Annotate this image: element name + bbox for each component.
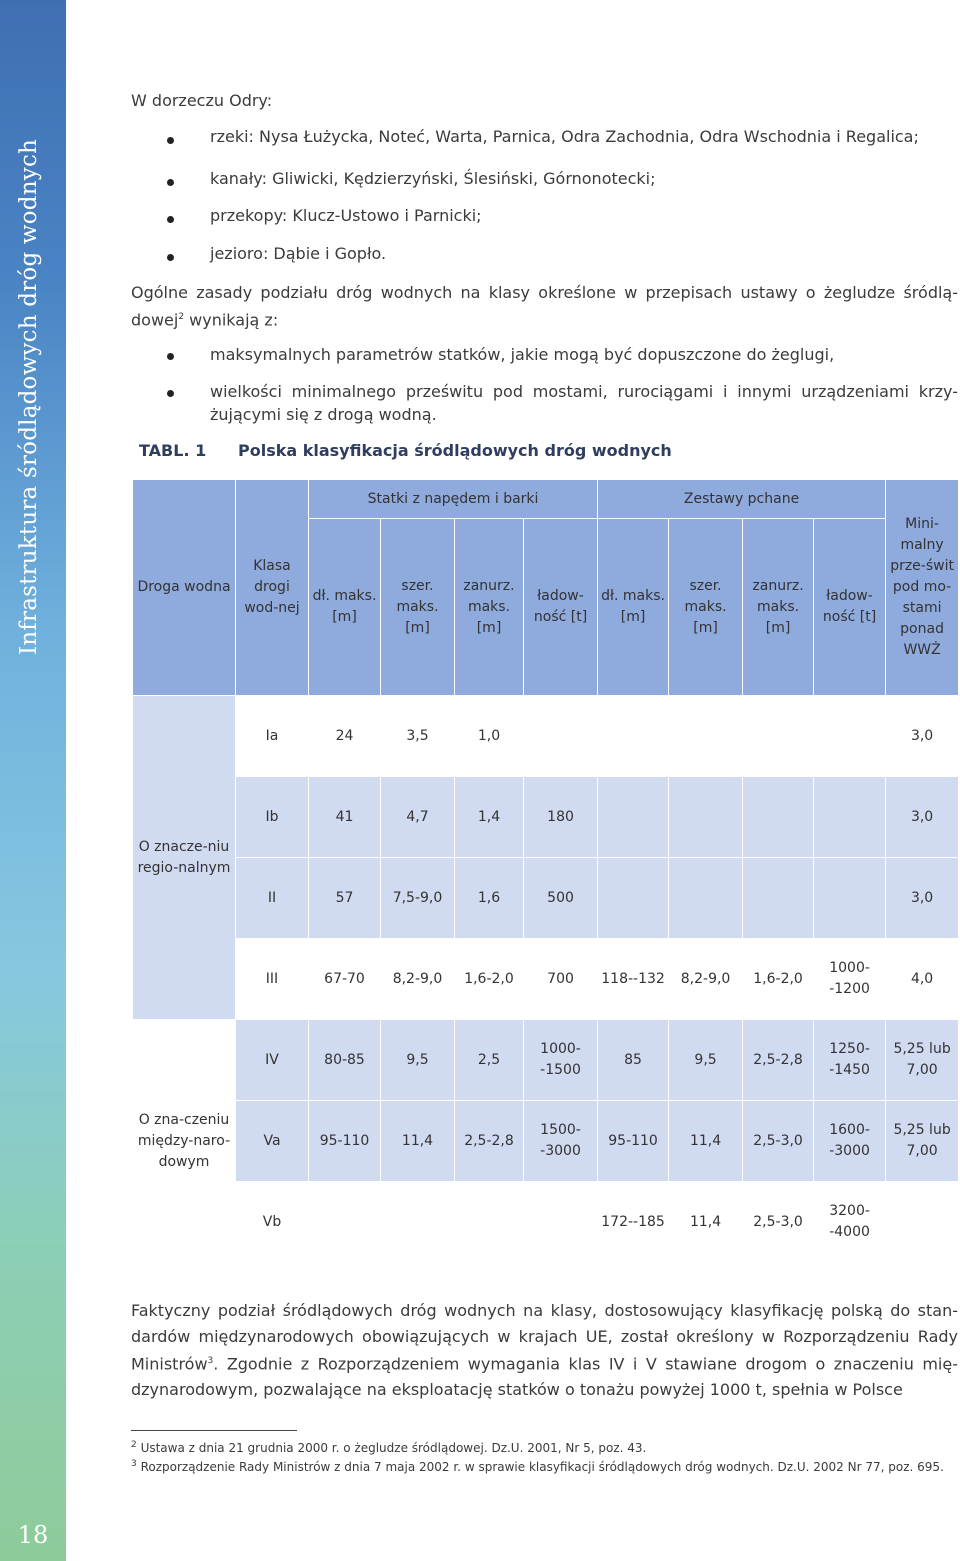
cell: 4,7 <box>381 777 455 858</box>
cell <box>524 1182 598 1263</box>
cell: 172--185 <box>598 1182 669 1263</box>
cell: Ia <box>236 696 309 777</box>
cell: 1,6-2,0 <box>455 939 524 1020</box>
cell <box>669 696 743 777</box>
footnote-divider <box>131 1430 297 1431</box>
cell: 2,5-3,0 <box>743 1182 814 1263</box>
cell <box>814 696 886 777</box>
cell: 9,5 <box>669 1020 743 1101</box>
cell: 1,6-2,0 <box>743 939 814 1020</box>
table-label: TABL. 1 <box>139 441 207 460</box>
table-row <box>133 1101 959 1182</box>
cell <box>669 777 743 858</box>
cell: 3,0 <box>886 696 959 777</box>
footnote-ref: 3 <box>207 1356 214 1366</box>
header-zanurz: zanurz. maks. [m] <box>743 519 814 696</box>
cell: 24 <box>309 696 381 777</box>
group-international: O zna-czeniu między-naro-dowym <box>133 1020 236 1263</box>
cell: 2,5-2,8 <box>455 1101 524 1182</box>
cell: III <box>236 939 309 1020</box>
list-item: kanały: Gliwicki, Kędzierzyński, Ślesiński, Górnonotecki; <box>131 169 958 206</box>
cell <box>598 696 669 777</box>
cell: 11,4 <box>669 1182 743 1263</box>
cell: 9,5 <box>381 1020 455 1101</box>
cell: II <box>236 858 309 939</box>
paragraph-2 <box>131 1298 958 1402</box>
cell: 11,4 <box>669 1101 743 1182</box>
cell: 118--132 <box>598 939 669 1020</box>
cell: 4,0 <box>886 939 959 1020</box>
cell: 3,0 <box>886 777 959 858</box>
header-szer: szer. maks. [m] <box>669 519 743 696</box>
table-title: Polska klasyfikacja śródlądowych dróg wodnych <box>238 441 672 460</box>
cell <box>598 777 669 858</box>
cell: 1000--1500 <box>524 1020 598 1101</box>
paragraph-text: Ogólne zasady podziału dróg wodnych na klasy określone w przepisach ustawy o żegludze śródlą-dowej <box>131 283 958 330</box>
cell <box>598 858 669 939</box>
cell: 2,5-2,8 <box>743 1020 814 1101</box>
table-row <box>133 1182 959 1263</box>
list-item: przekopy: Klucz-Ustowo i Parnicki; <box>131 206 958 244</box>
cell <box>814 777 886 858</box>
group-regional: O znacze-niu regio-nalnym <box>133 696 236 1020</box>
cell: IV <box>236 1020 309 1101</box>
header-droga: Droga wodna <box>133 480 236 696</box>
header-zestawy: Zestawy pchane <box>598 480 886 519</box>
cell: 700 <box>524 939 598 1020</box>
cell <box>309 1182 381 1263</box>
cell <box>743 696 814 777</box>
table-row <box>133 1020 959 1101</box>
header-dl: dł. maks. [m] <box>309 519 381 696</box>
footnote-ref: 2 <box>178 312 185 322</box>
cell <box>669 858 743 939</box>
cell: 180 <box>524 777 598 858</box>
chapter-title: Infrastruktura śródlądowych dróg wodnych <box>16 138 42 655</box>
header-dl: dł. maks. [m] <box>598 519 669 696</box>
cell: 41 <box>309 777 381 858</box>
cell: 1250--1450 <box>814 1020 886 1101</box>
cell: 95-110 <box>309 1101 381 1182</box>
table-row <box>133 858 959 939</box>
table-row <box>133 939 959 1020</box>
odra-list <box>131 127 958 280</box>
cell: 3,0 <box>886 858 959 939</box>
header-szer: szer. maks. [m] <box>381 519 455 696</box>
paragraph-text: . Zgodnie z Rozporządzeniem wymagania klas IV i V stawiane drogom o znaczeniu mię-dzynarodowym, pozwalające na eksploatację statków o tonażu powyżej 1000 t, spełnia w Polsce <box>131 1354 958 1399</box>
paragraph-text: Faktyczny podział śródlądowych dróg wodnych na klasy, dostosowujący klasyfikację polską do stan-dardów międzynarodowych obowiązujących w krajach UE, został określony w Rozporządzeniu Rady Ministrów <box>131 1301 958 1374</box>
cell <box>743 858 814 939</box>
cell: 1000--1200 <box>814 939 886 1020</box>
cell: 2,5-3,0 <box>743 1101 814 1182</box>
cell: 3,5 <box>381 696 455 777</box>
header-ladownosc: ładow-ność [t] <box>524 519 598 696</box>
footnote <box>131 1456 958 1475</box>
cell: 57 <box>309 858 381 939</box>
cell: Va <box>236 1101 309 1182</box>
intro-text: W dorzeczu Odry: <box>131 91 273 110</box>
cell: 95-110 <box>598 1101 669 1182</box>
cell: 11,4 <box>381 1101 455 1182</box>
cell <box>814 858 886 939</box>
cell: 3200--4000 <box>814 1182 886 1263</box>
cell: 67-70 <box>309 939 381 1020</box>
list-item: maksymalnych parametrów statków, jakie mogą być dopuszczone do żeglugi, <box>131 343 958 380</box>
paragraph-1 <box>131 281 958 332</box>
cell: 1500--3000 <box>524 1101 598 1182</box>
cell: 5,25 lub 7,00 <box>886 1020 959 1101</box>
cell: 80-85 <box>309 1020 381 1101</box>
cell: 2,5 <box>455 1020 524 1101</box>
cell <box>743 777 814 858</box>
sidebar-band <box>0 0 66 1561</box>
cell: 1,4 <box>455 777 524 858</box>
list-item: jezioro: Dąbie i Gopło. <box>131 244 958 280</box>
cell: 1,6 <box>455 858 524 939</box>
classification-table <box>132 479 959 1263</box>
list-item: wielkości minimalnego prześwitu pod mostami, rurociągami i innymi urządzeniami krzy-żującymi się z drogą wodną. <box>131 380 958 426</box>
table-row <box>133 777 959 858</box>
cell: 5,25 lub 7,00 <box>886 1101 959 1182</box>
cell: 500 <box>524 858 598 939</box>
footnote <box>131 1437 958 1456</box>
paragraph-text: wynikają z: <box>184 310 279 330</box>
rules-list <box>131 343 958 426</box>
header-ladownosc: ładow-ność [t] <box>814 519 886 696</box>
cell: Ib <box>236 777 309 858</box>
footnote-number: 2 <box>131 1440 137 1450</box>
cell: Vb <box>236 1182 309 1263</box>
cell: 7,5-9,0 <box>381 858 455 939</box>
list-item: rzeki: Nysa Łużycka, Noteć, Warta, Parnica, Odra Zachodnia, Odra Wschodnia i Regalica; <box>131 127 958 169</box>
cell <box>381 1182 455 1263</box>
cell <box>886 1182 959 1263</box>
header-klasa: Klasa drogi wod-nej <box>236 480 309 696</box>
page-number: 18 <box>17 1521 49 1549</box>
header-zanurz: zanurz. maks. [m] <box>455 519 524 696</box>
footnote-number: 3 <box>131 1459 137 1469</box>
footnote-text: Ustawa z dnia 21 grudnia 2000 r. o żegludze śródlądowej. Dz.U. 2001, Nr 5, poz. 43. <box>140 1441 647 1455</box>
cell <box>524 696 598 777</box>
cell: 85 <box>598 1020 669 1101</box>
footnote-text: Rozporządzenie Rady Ministrów z dnia 7 maja 2002 r. w sprawie klasyfikacji śródlądowych dróg wodnych. Dz.U. 2002 Nr 77, poz. 695. <box>140 1460 944 1474</box>
header-statki: Statki z napędem i barki <box>309 480 598 519</box>
cell: 8,2-9,0 <box>381 939 455 1020</box>
cell: 8,2-9,0 <box>669 939 743 1020</box>
cell <box>455 1182 524 1263</box>
cell: 1600--3000 <box>814 1101 886 1182</box>
table-row <box>133 696 959 777</box>
cell: 1,0 <box>455 696 524 777</box>
header-przeswit: Mini-malny prze-świt pod mo-stami ponad WWŻ <box>886 480 959 696</box>
